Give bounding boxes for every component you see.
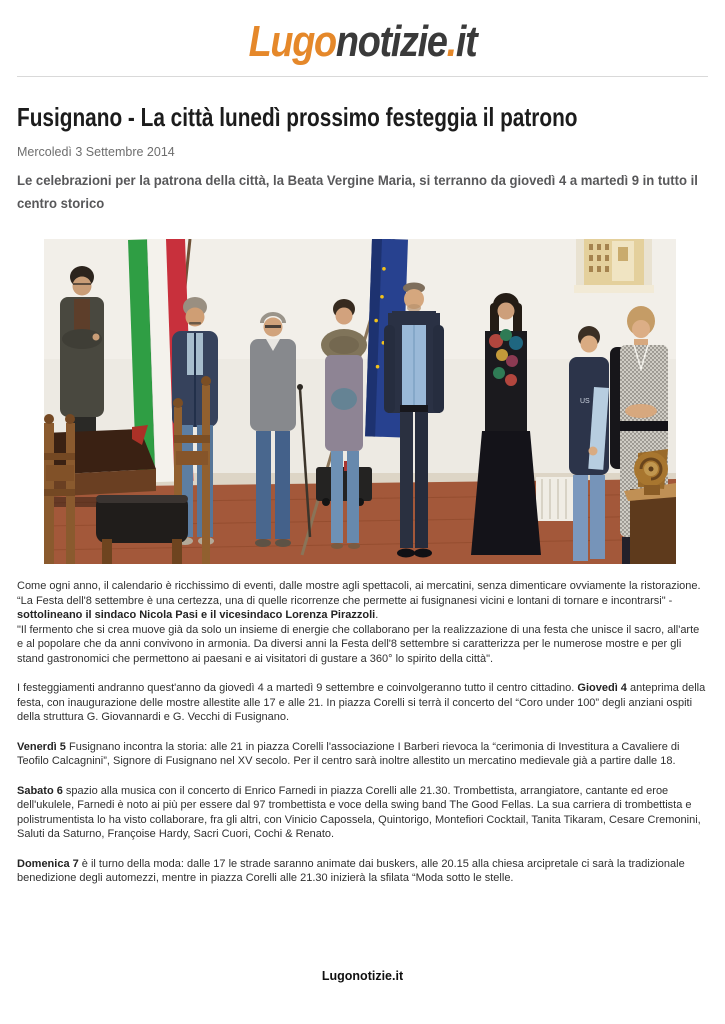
site-logo[interactable] xyxy=(65,16,659,68)
photo-equipment xyxy=(316,461,372,506)
article-paragraph: I festeggiamenti andranno quest'anno da giovedì 4 a martedì 9 settembre e coinvolgeranno tutto il centro cittadino. Giovedì 4 anteprima della festa, con inaugurazione delle mostre allestite alle 17 e alle 21. In piazza Corelli si terrà il concerto del “Coro under 100” degli anziani ospiti della struttura G. Giovannardi e G. Vecchi di Fusignano. xyxy=(17,682,706,723)
article-paragraph: Come ogni anno, il calendario è ricchissimo di eventi, dalle mostre agli spettacoli, ai mercatini, senza dimenticare ovviamente la ristorazione. “La Festa dell'8 settembre è una certezza, una di quelle ricorrenze che permette ai fusignanesi vicini e lontani di tornare e incontrarsi" - sottolineano il sindaco Nicola Pasi e il vicesindaco Lorenza Pirazzoli. "Il fermento che si crea muove già da solo un insieme di energie che collaborano per la realizzazione di una festa che unisce il sacro, all'arte e al popolare che da anni convivono in armonia. Da diversi anni la Festa dell'8 settembre si caratterizza per le numerose mostre e per gli stand gastronomici che permettono ai paesani e ai visitatori di gustare a 360° lo spirito della città". xyxy=(17,580,701,665)
site-header xyxy=(17,0,708,77)
logo-part-lugo: Lugo xyxy=(248,17,336,66)
article-main xyxy=(17,102,708,886)
page-footer xyxy=(17,969,708,983)
logo-part-it: it xyxy=(455,17,477,66)
article-body xyxy=(17,579,708,886)
article-photo xyxy=(44,239,676,564)
photo-window xyxy=(574,239,654,293)
header-divider xyxy=(17,76,708,77)
logo-part-notizie: notizie xyxy=(335,17,447,66)
article-paragraph: Venerdì 5 Fusignano incontra la storia: alle 21 in piazza Corelli l'associazione I Barberi rievoca la “cerimonia di Investitura a Cavaliere di Teofilo Calcagnini”, Signore di Fusignano nel XV secolo. Per il centro sarà inoltre allestito un mercatino medievale già a partire dalle 18. xyxy=(17,740,680,767)
article-subtitle: Le celebrazioni per la patrona della città, la Beata Vergine Maria, si terranno da giovedì 4 a martedì 9 in tutto il centro storico xyxy=(17,172,698,211)
article-photo-illustration xyxy=(44,239,676,564)
article-paragraph: Domenica 7 è il turno della moda: dalle 17 le strade saranno animate dai buskers, alle 20.15 alla chiesa arcipretale ci sarà la tradizionale benedizione degli automezzi, mentre in piazza Corelli alle 21.30 inizierà la sfilata “Moda sotto le stelle. xyxy=(17,857,685,884)
article-title: Fusignano - La città lunedì prossimo festeggia il patrono xyxy=(17,102,578,132)
sweatshirt-text: US xyxy=(580,398,590,405)
article-date: Mercoledì 3 Settembre 2014 xyxy=(17,145,175,159)
footer-logo-text: Lugonotizie.it xyxy=(321,968,404,983)
logo-dot: . xyxy=(446,17,456,66)
article-paragraph: Sabato 6 spazio alla musica con il concerto di Enrico Farnedi in piazza Corelli alle 21.30. Trombettista, arrangiatore, cantante ed eroe dell'ukulele, Farnedi è noto ai più per essere dal 97 trombettista e voce della swing band The Good Fellas. La sua carriera di trombettista e polistrumentista lo ha visto collaborare, fra gli altri, con Vinicio Capossela, Quintorigo, Montefiori Cocktail, Tanita Tikaram, Cesare Cremonini, Saluti da Saturno, Françoise Hardy, Sacri Cuori, Cochi & Renato. xyxy=(17,784,701,840)
